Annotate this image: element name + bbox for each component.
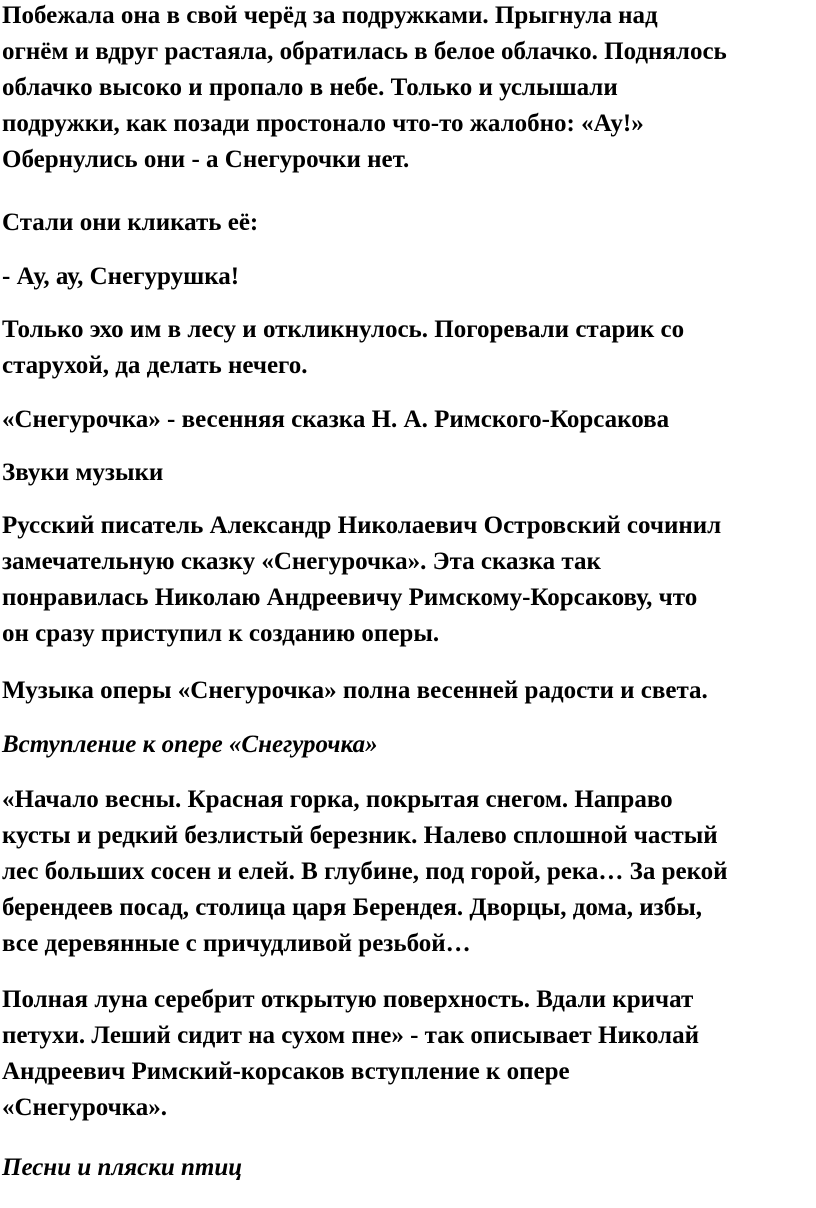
paragraph-au-snegurushka: - Ау, ау, Снегурушка! <box>2 263 240 290</box>
paragraph-music-of-opera: Музыка оперы «Снегурочка» полна весенней радости и света. <box>2 677 708 704</box>
paragraph-only-echo: Только эхо им в лесу и откликнулось. Погоревали старик со старухой, да делать нечего. <box>2 316 685 379</box>
heading-introduction-to-opera: Вступление к опере «Снегурочка» <box>2 731 378 758</box>
paragraph-calling-her: Стали они кликать её: <box>2 209 259 236</box>
section-heading-sounds-of-music: Звуки музыки <box>2 459 164 486</box>
paragraph-full-moon: Полная луна серебрит открытую поверхность. Вдали кричат петухи. Леший сидит на сухом пне» - так описывает Николай Андреевич Римский-корсаков вступление к опере «Снегурочка». <box>2 986 699 1121</box>
paragraph-snegurochka-melts: Побежала она в свой черёд за подружками. Прыгнула над огнём и вдруг растаяла, обратилась в белое облачко. Поднялось облачко высоко и пропало в небе. Только и услышали подружки, как позади простонало что-то жалобно: «Ау!» Обернулись они - а Снегурочки нет. <box>2 2 727 173</box>
paragraph-beginning-of-spring: «Начало весны. Красная горка, покрытая снегом. Направо кусты и редкий безлистый березник. Налево сплошной частый лес больших сосен и елей. В глубине, под горой, река… За рекой берендеев посад, столица царя Берендея. Дворцы, дома, избы, все деревянные с причудливой резьбой… <box>2 786 728 957</box>
heading-songs-and-dances-of-birds: Песни и пляски птиц <box>2 1154 243 1181</box>
paragraph-ostrovsky-tale: Русский писатель Александр Николаевич Островский сочинил замечательную сказку «Снегурочка». Эта сказка так понравилась Николаю Андреевичу Римскому-Корсакову, что он сразу приступил к созданию оперы. <box>2 512 722 647</box>
section-title-spring-tale: «Снегурочка» - весенняя сказка Н. А. Римского-Корсакова <box>2 406 670 433</box>
